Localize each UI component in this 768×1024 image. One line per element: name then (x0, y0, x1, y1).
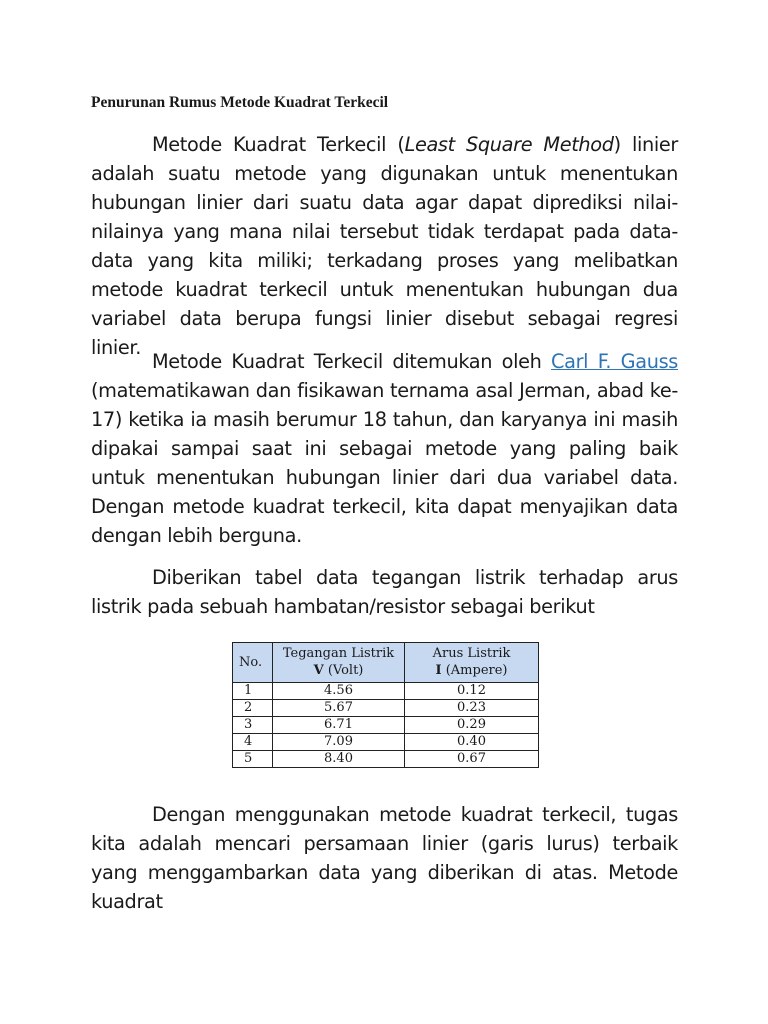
p1-emphasis: Least Square Method (404, 133, 614, 156)
table-row (233, 734, 539, 751)
cell-current: 0.12 (405, 683, 539, 700)
header-current (405, 643, 539, 683)
cell-current: 0.29 (405, 717, 539, 734)
cell-voltage: 8.40 (273, 751, 405, 768)
cell-current: 0.67 (405, 751, 539, 768)
paragraph-definition (91, 130, 678, 362)
table-row (233, 751, 539, 768)
cell-current: 0.40 (405, 734, 539, 751)
paragraph-task (91, 800, 678, 916)
cell-voltage: 7.09 (273, 734, 405, 751)
cell-voltage: 6.71 (273, 717, 405, 734)
header-voltage-unit: (Volt) (323, 663, 364, 678)
table-row (233, 717, 539, 734)
header-voltage-label: Tegangan Listrik (282, 646, 395, 661)
cell-voltage: 4.56 (273, 683, 405, 700)
cell-no: 4 (233, 734, 273, 751)
header-current-symbol: I (435, 663, 442, 678)
cell-no: 2 (233, 700, 273, 717)
p4-text: Dengan menggunakan metode kuadrat terkecil, tugas kita adalah mencari persamaan linier (garis lurus) terbaik yang menggambarkan data yang diberikan di atas. Metode kuadrat (91, 803, 678, 913)
header-current-unit: (Ampere) (441, 663, 508, 678)
p1-text-b: ) linier adalah suatu metode yang digunakan untuk menentukan hubungan linier dari suatu data agar dapat diprediksi nilai-nilainya yang mana nilai tersebut tidak terdapat pada data-data yang kita miliki; terkadang proses yang melibatkan metode kuadrat terkecil untuk menentukan hubungan dua variabel data berupa fungsi linier disebut sebagai regresi linier. (91, 133, 678, 359)
table-header-row (233, 643, 539, 683)
p2-text-a: Metode Kuadrat Terkecil ditemukan oleh (152, 350, 552, 373)
gauss-link[interactable]: Carl F. Gauss (551, 350, 678, 373)
table-row (233, 683, 539, 700)
voltage-current-table (232, 642, 539, 768)
p1-text-a: Metode Kuadrat Terkecil ( (152, 133, 405, 156)
section-title: Penurunan Rumus Metode Kuadrat Terkecil (91, 94, 389, 111)
paragraph-history (91, 347, 678, 550)
header-no: No. (233, 643, 273, 683)
cell-no: 1 (233, 683, 273, 700)
table-row (233, 700, 539, 717)
p2-text-b: (matematikawan dan fisikawan ternama asal Jerman, abad ke-17) ketika ia masih berumur 18 tahun, dan karyanya ini masih dipakai sampai saat ini sebagai metode yang paling baik untuk menentukan hubungan linier dari dua variabel data. Dengan metode kuadrat terkecil, kita dapat menyajikan data dengan lebih berguna. (91, 379, 678, 547)
header-voltage (273, 643, 405, 683)
cell-voltage: 5.67 (273, 700, 405, 717)
header-voltage-symbol: V (313, 663, 324, 678)
paragraph-table-intro (91, 563, 678, 621)
cell-no: 3 (233, 717, 273, 734)
header-current-label: Arus Listrik (432, 646, 511, 661)
cell-current: 0.23 (405, 700, 539, 717)
p3-text: Diberikan tabel data tegangan listrik terhadap arus listrik pada sebuah hambatan/resistor sebagai berikut (91, 566, 678, 618)
cell-no: 5 (233, 751, 273, 768)
